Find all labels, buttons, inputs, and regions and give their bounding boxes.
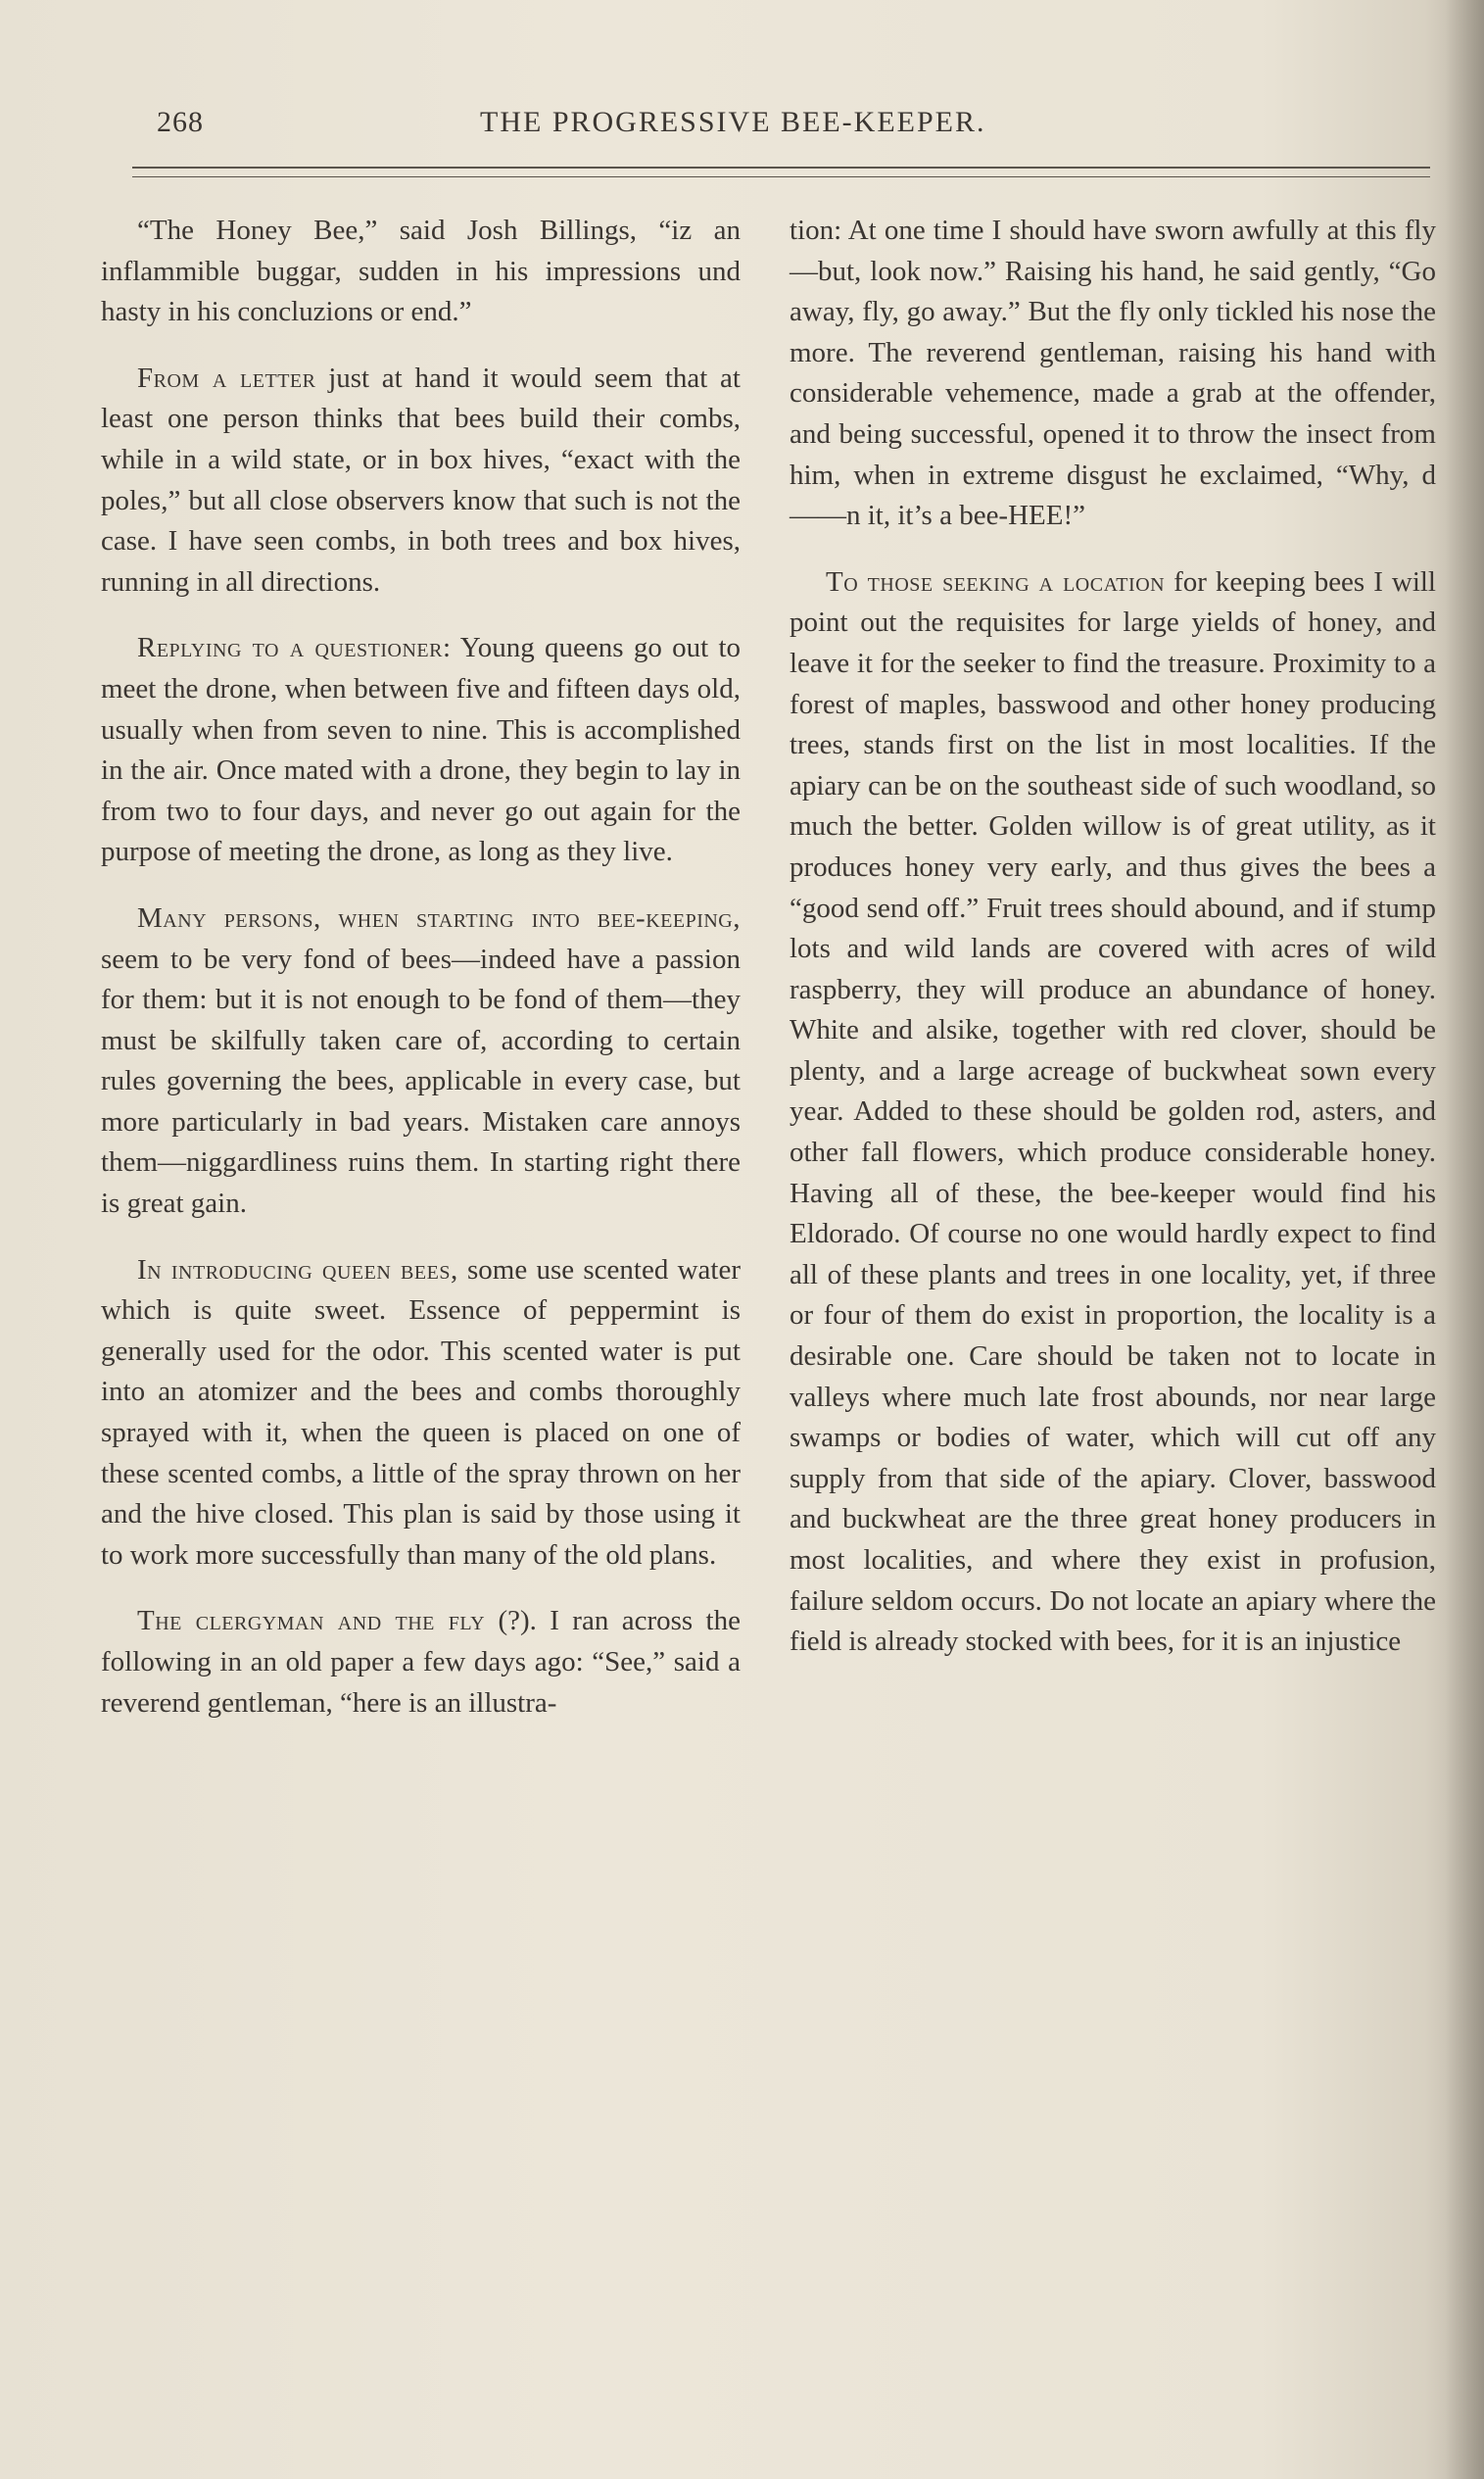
binding-shadow xyxy=(1445,0,1484,2479)
paragraph-lead: To those seeking a location xyxy=(826,565,1166,598)
paragraph-lead: From a letter xyxy=(137,362,316,394)
left-column xyxy=(101,211,741,1749)
paragraph-seeking-a-location: To those seeking a location for keeping bees I will point out the requisites for large yields of honey, and leave it for the seeker to find the treasure. Proximity to a forest of maples, basswood and other honey producing trees, stands first on the list in most localities. If the apiary can be on the southeast side of such woodland, so much the better. Golden willow is of great utility, as it produces honey very early, and thus gives the bees a “good send off.” Fruit trees should abound, and if stump lots and wild lands are covered with acres of wild raspberry, they will produce an abundance of honey. White and alsike, together with red clover, should be plenty, and a large acreage of buckwheat sown every year. Added to these should be golden rod, asters, and other fall flowers, which produce considerable honey. Having all of these, the bee-keeper would find his Eldorado. Of course no one would hardly expect to find all of these plants and trees in one locality, yet, if three or four of them do exist in proportion, the locality is a desirable one. Care should be taken not to locate in valleys where much late frost abounds, nor near large swamps or bodies of water, which will cut off any supply from that side of the apiary. Clover, basswood and buckwheat are the three great honey producers in most localities, and where they exist in profusion, failure seldom occurs. Do not locate an apiary where the field is already stocked with bees, for it is an injustice xyxy=(790,565,1436,1658)
paragraph-introducing-queen-bees: In introducing queen bees, some use scented water which is quite sweet. Essence of peppermint is generally used for the odor. This scented water is put into an atomizer and the bees and combs thoroughly sprayed with it, when the queen is placed on one of these scented combs, a little of the spray thrown on her and the hive closed. This plan is said by those using it to work more successfully than many of the old plans. xyxy=(101,1253,742,1571)
paragraph-lead: Replying to a questioner: xyxy=(137,632,452,664)
paragraph-lead: The clergyman and the fly xyxy=(137,1605,486,1637)
page-number: 268 xyxy=(157,106,204,138)
paragraph-lead: Many persons, when starting into bee-keeping, xyxy=(137,901,741,934)
paragraph-replying-to-questioner: Replying to a questioner: Young queens go out to meet the drone, when between five and fifteen days old, usually when from seven to nine. This is accomplished in the air. Once mated with a drone, they begin to lay in from two to four days, and never go out again for the purpose of meeting the drone, as long as they live. xyxy=(101,632,742,868)
header-rule-top xyxy=(132,167,1430,169)
paragraph-clergyman-and-fly: The clergyman and the fly (?). I ran across the following in an old paper a few days ago: “See,” said a reverend gentleman, “here is an illustra- xyxy=(101,1605,741,1719)
running-title: THE PROGRESSIVE BEE-KEEPER. xyxy=(480,106,986,138)
paragraph-lead: In introducing queen bees, xyxy=(137,1253,458,1286)
paragraph-josh-billings: “The Honey Bee,” said Josh Billings, “iz an inflammible buggar, sudden in his impressions und hasty in his concluzions or end.” xyxy=(101,215,741,328)
paragraph-from-a-letter: From a letter just at hand it would seem that at least one person thinks that bees build their combs, while in a wild state, or in box hives, “exact with the poles,” but all close observers know that such is not the case. I have seen combs, in both trees and box hives, running in all directions. xyxy=(101,362,741,598)
paragraph-many-persons: Many persons, when starting into bee-keeping, seem to be very fond of bees—indeed have a passion for them: but it is not enough to be fond of them—they must be skilfully taken care of, according to certain rules governing the bees, applicable in every case, but more particularly in bad years. Mistaken care annoys them—niggardliness ruins them. In starting right there is great gain. xyxy=(101,901,741,1220)
header-rule-bottom xyxy=(132,176,1430,177)
right-column xyxy=(790,211,1436,1688)
paragraph-clergyman-continued: tion: At one time I should have sworn awfully at this fly—but, look now.” Raising his hand, he said gently, “Go away, fly, go away.” But the fly only tickled his nose the more. The reverend gentleman, raising his hand with considerable vehemence, made a grab at the offender, and being successful, opened it to throw the insect from him, when in extreme disgust he exclaimed, “Why, d——n it, it’s a bee-HEE!” xyxy=(790,215,1436,532)
